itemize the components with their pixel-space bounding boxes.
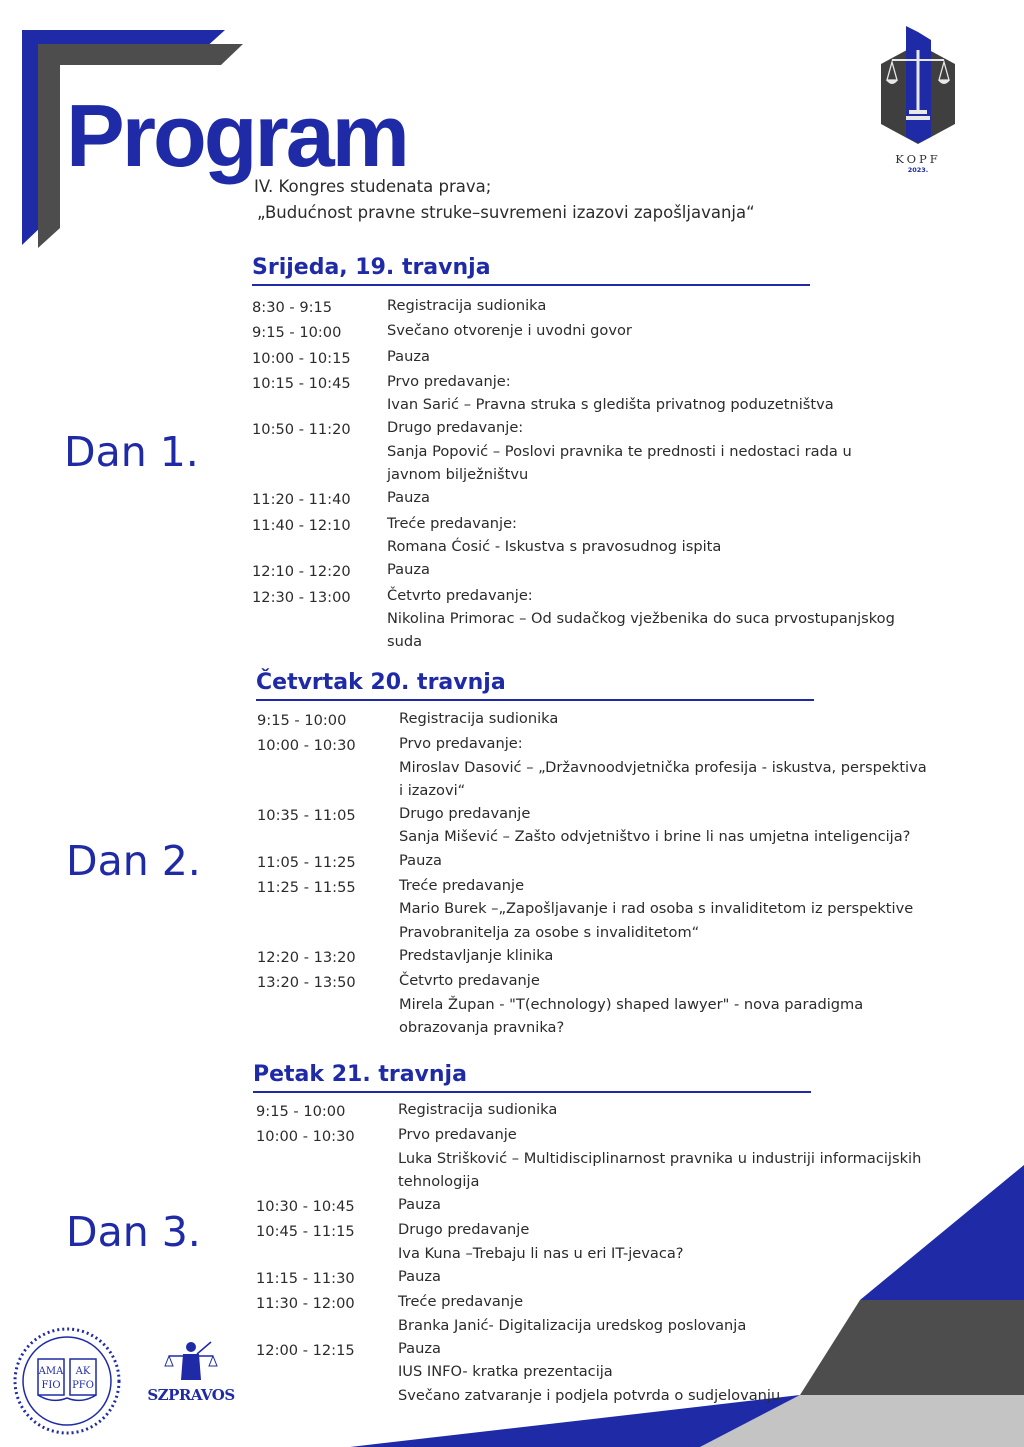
session-details [387,584,895,654]
justitia-icon [161,1340,221,1382]
session-line: Registracija sudionika [399,710,559,727]
session-details [399,707,558,732]
session-line: obrazovanja pravnika? [399,1018,565,1036]
session-time: 13:20 - 13:50 [257,974,356,992]
schedule-day-3 [256,1098,921,1407]
session-line: Prvo predavanje: [399,735,523,753]
session-line: Predstavljanje klinika [399,946,554,964]
session-details [387,370,834,417]
session-line: Sanja Mišević – Zašto odvjetništvo i brine li nas umjetna inteligencija? [399,828,911,846]
session-line: Treće predavanje [398,1293,524,1311]
schedule-row [257,732,927,802]
session-line: IUS INFO- kratka prezentacija [398,1363,613,1381]
session-line: Prvo predavanje: [387,372,511,390]
session-time: 10:00 - 10:30 [256,1128,355,1146]
day-label-1: Dan 1. [64,428,199,476]
session-time: 9:15 - 10:00 [256,1103,346,1120]
session-line: Pauza [398,1339,441,1357]
session-line: Ivan Sarić – Pravna struka s gledišta privatnog poduzetništva [387,396,834,414]
session-line: Pauza [398,1268,441,1286]
session-time: 11:15 - 11:30 [256,1270,355,1288]
schedule-row [252,370,895,417]
subtitle [254,174,755,226]
schedule-row [257,969,927,1039]
session-details [398,1123,921,1193]
session-line: Mirela Župan - "T(echnology) shaped lawyer" - nova paradigma [399,995,864,1013]
session-line: Nikolina Primorac – Od sudačkog vježbenika do suca prvostupanjskog [387,609,895,627]
kopf-logo [875,22,961,174]
session-details [399,849,442,874]
session-time: 12:10 - 12:20 [252,563,351,581]
session-details [387,558,430,583]
session-line: Pravobranitelja za osobe s invaliditetom“ [399,923,700,941]
day-label-2: Dan 2. [66,837,201,885]
kopf-year: 2023. [907,166,929,174]
session-details [387,345,430,370]
session-time: 10:50 - 11:20 [252,421,351,439]
session-line: Romana Ćosić - Iskustva s pravosudnog ispita [387,537,722,555]
amafio-text-ama: AMA [38,1366,64,1377]
session-time: 10:35 - 11:05 [257,807,356,825]
session-line: tehnologija [398,1172,480,1190]
session-details [387,416,852,486]
schedule-day-2 [257,707,927,1039]
session-details [387,512,721,559]
session-line: javnom bilježništvu [387,466,529,484]
schedule-row [256,1337,921,1407]
schedule-row [256,1290,921,1337]
kopf-name: KOPF [895,152,941,166]
schedule-row [256,1123,921,1193]
schedule-day-1 [252,294,895,653]
session-time: 11:30 - 12:00 [256,1295,355,1313]
schedule-row [252,486,895,511]
schedule-row [256,1098,921,1123]
session-time: 11:05 - 11:25 [257,853,356,871]
day-label-3: Dan 3. [66,1208,201,1256]
schedule-row [257,849,927,874]
session-details [398,1265,441,1290]
schedule-row [257,802,927,849]
session-line: Iva Kuna –Trebaju li nas u eri IT-jevaca? [398,1244,684,1262]
session-line: Registracija sudionika [398,1101,558,1118]
session-time: 10:00 - 10:15 [252,349,351,367]
schedule-row [252,416,895,486]
session-time: 11:25 - 11:55 [257,879,356,897]
schedule-row [252,584,895,654]
page-title: Program [66,86,407,185]
day-heading-1: Srijeda, 19. travnja [252,253,810,286]
session-details [399,969,863,1039]
session-time: 10:45 - 11:15 [256,1223,355,1241]
szpravos-logo [140,1340,242,1404]
session-line: Svečano zatvaranje i podjela potvrda o sudjelovanju [398,1386,781,1404]
session-time: 10:15 - 10:45 [252,374,351,392]
schedule-row [257,874,927,944]
schedule-row [257,944,927,969]
session-time: 10:00 - 10:30 [257,737,356,755]
session-details [387,294,546,319]
session-details [398,1193,441,1218]
session-line: Drugo predavanje: [387,419,524,437]
session-line: Mario Burek –„Zapošljavanje i rad osoba s invaliditetom iz perspektive [399,900,914,918]
schedule-row [256,1265,921,1290]
session-details [398,1337,780,1407]
session-line: Miroslav Dasović – „Državnoodvjetnička profesija - iskustva, perspektiva [399,758,927,776]
session-line: Pauza [387,489,430,507]
session-line: Pauza [387,347,430,365]
scales-of-justice-icon [875,22,961,144]
session-line: Luka Strišković – Multidisciplinarnost pravnika u industriji informacijskih [398,1149,922,1167]
session-time: 10:30 - 10:45 [256,1198,355,1216]
session-details [399,732,927,802]
session-details [398,1098,557,1123]
schedule-row [252,294,895,319]
session-line: Pauza [398,1196,441,1214]
subtitle-line-2: „Budućnost pravne struke–suvremeni izazovi zapošljavanja“ [257,203,755,222]
schedule-row [252,512,895,559]
amafio-text-fio: FIO [41,1380,61,1391]
session-time: 12:30 - 13:00 [252,588,351,606]
session-time: 8:30 - 9:15 [252,299,333,316]
session-line: Prvo predavanje [398,1126,517,1144]
schedule-row [252,558,895,583]
day-heading-3: Petak 21. travnja [253,1060,811,1093]
subtitle-line-1: IV. Kongres studenata prava; [254,177,492,196]
session-line: Drugo predavanje [399,805,531,823]
szpravos-label: SZPRAVOS [147,1386,235,1404]
schedule-row [256,1218,921,1265]
session-time: 9:15 - 10:00 [257,712,347,729]
session-details [398,1218,684,1265]
amafio-text-ak: AK [75,1366,91,1377]
session-line: Branka Janić- Digitalizacija uredskog poslovanja [398,1316,747,1334]
schedule-row [256,1193,921,1218]
session-details [399,802,910,849]
session-line: Treće predavanje [399,877,525,895]
session-details [399,944,553,969]
amafio-akpfo-logo [12,1326,122,1436]
amafio-text-pfo: PFO [72,1380,94,1391]
session-details [398,1290,746,1337]
session-time: 11:40 - 12:10 [252,516,351,534]
session-details [387,486,430,511]
session-line: Četvrto predavanje: [387,586,533,604]
schedule-row [257,707,927,732]
session-line: Svečano otvorenje i uvodni govor [387,322,632,340]
session-details [399,874,913,944]
session-line: Pauza [399,851,442,869]
session-line: suda [387,633,423,651]
session-time: 12:00 - 12:15 [256,1341,355,1359]
session-time: 12:20 - 13:20 [257,948,356,966]
session-line: Sanja Popović – Poslovi pravnika te prednosti i nedostaci rada u [387,442,852,460]
session-line: Drugo predavanje [398,1221,530,1239]
session-line: i izazovi“ [399,781,466,799]
session-time: 9:15 - 10:00 [252,324,342,342]
day-heading-2: Četvrtak 20. travnja [256,668,814,701]
schedule-row [252,345,895,370]
schedule-row [252,319,895,344]
session-line: Četvrto predavanje [399,972,540,990]
session-line: Treće predavanje: [387,514,517,532]
session-time: 11:20 - 11:40 [252,491,351,509]
session-details [387,319,632,344]
session-line: Registracija sudionika [387,297,547,314]
session-line: Pauza [387,561,430,579]
